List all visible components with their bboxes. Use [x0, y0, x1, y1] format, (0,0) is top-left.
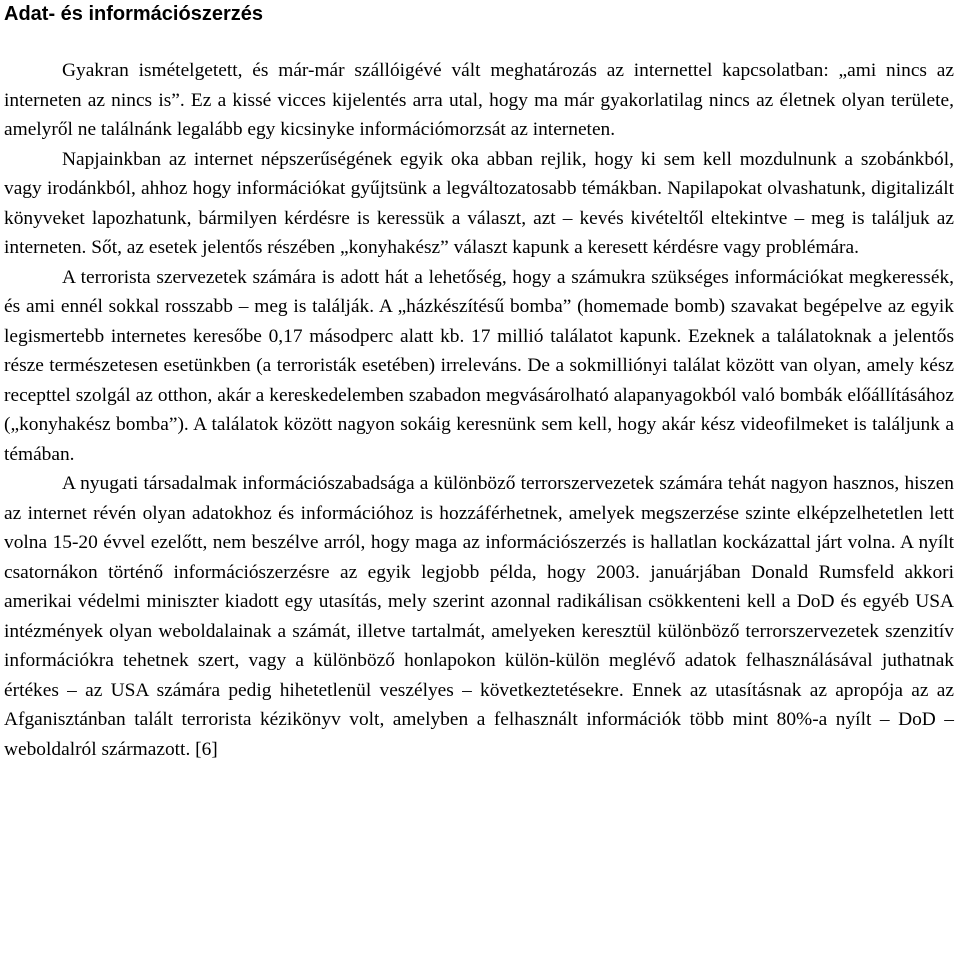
document-body: [4, 56, 954, 764]
paragraph-intro: Gyakran ismételgetett, és már-már szállóigévé vált meghatározás az internettel kapcsolatban: „ami nincs az interneten az nincs is”. Ez a kissé vicces kijelentés arra utal, hogy ma már gyakorlatilag nincs az életnek olyan területe, amelyről ne találnánk legalább egy kicsinyke információmorzsát az interneten.: [4, 60, 954, 140]
paragraph-internet-popularity: Napjainkban az internet népszerűségének egyik oka abban rejlik, hogy ki sem kell mozdulnunk a szobánkból, vagy irodánkból, ahhoz hogy információkat gyűjtsünk a legváltozatosabb témákban. Napilapokat olvashatunk, digitalizált könyveket lapozhatunk, bármilyen kérdésre is keressük a választ, azt – kevés kivételtől eltekintve – meg is találjuk az interneten. Sőt, az esetek jelentős részében „konyhakész” választ kapunk a keresett kérdésre vagy problémára.: [4, 148, 954, 258]
section-heading: Adat- és információszerzés: [4, 3, 263, 25]
paragraph-information-freedom: A nyugati társadalmak információszabadsága a különböző terrorszervezetek számára tehát nagyon hasznos, hiszen az internet révén olyan adatokhoz és információhoz is hozzáférhetnek, amelyek megszerzése szinte elképzelhetetlen lett volna 15-20 évvel ezelőtt, nem beszélve arról, hogy maga az információszerzés is hallatlan kockázattal járt volna. A nyílt csatornákon történő információszerzésre az egyik legjobb példa, hogy 2003. januárjában Donald Rumsfeld akkori amerikai védelmi miniszter kiadott egy utasítás, mely szerint azonnal radikálisan csökkenteni kell a DoD és egyéb USA intézmények olyan weboldalainak a számát, illetve tartalmát, amelyeken keresztül különböző terrorszervezetek szenzitív információkra tehetnek szert, vagy a különböző honlapokon külön-külön meglévő adatok felhasználásával juthatnak értékes – az USA számára pedig hihetetlenül veszélyes – következtetésekre. Ennek az utasításnak az apropója az az Afganisztánban talált terrorista kézikönyv volt, amelyben a felhasznált információk több mint 80%-a nyílt – DoD – weboldalról származott. [6]: [4, 473, 954, 760]
paragraph-terrorist-access: A terrorista szervezetek számára is adott hát a lehetőség, hogy a számukra szükséges információkat megkeressék, és ami ennél sokkal rosszabb – meg is találják. A „házkészítésű bomba” (homemade bomb) szavakat begépelve az egyik legismertebb internetes keresőbe 0,17 másodperc alatt kb. 17 millió találatot kapunk. Ezeknek a találatoknak a jelentős része természetesen esetünkben (a terroristák esetében) irreleváns. De a sokmilliónyi találat között van olyan, amely kész recepttel szolgál az otthon, akár a kereskedelemben szabadon megvásárolható alapanyagokból való bombák előállításához („konyhakész bomba”). A találatok között nagyon sokáig keresnünk sem kell, hogy akár kész videofilmeket is találjunk a témában.: [4, 266, 954, 465]
